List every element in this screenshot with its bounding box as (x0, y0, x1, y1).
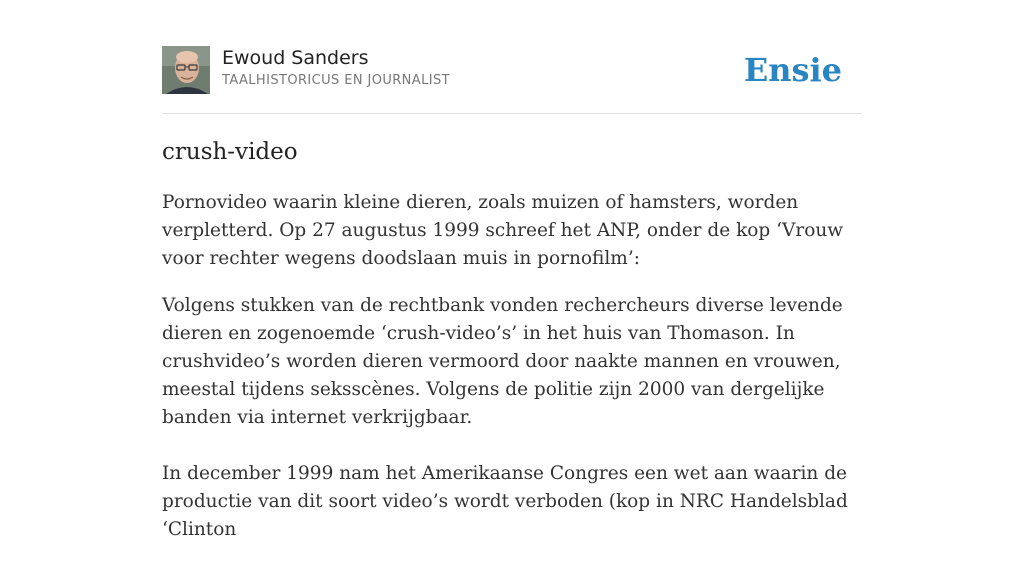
article-body (162, 189, 864, 563)
intro-paragraph: Pornovideo waarin kleine dieren, zoals muizen of hamsters, worden verpletterd. Op 27 augustus 1999 schreef het ANP, onder de kop ‘Vrouw voor rechter wegens doodslaan muis in pornofilm’: (162, 192, 844, 269)
author-role: TAALHISTORICUS EN JOURNALIST (222, 73, 450, 88)
brand-logo[interactable]: Ensie (743, 51, 842, 89)
author-avatar[interactable] (162, 46, 210, 94)
header-divider (162, 113, 862, 114)
quote-paragraph: Volgens stukken van de rechtbank vonden rechercheurs diverse levende dieren en zogenoemde ‘crush-video’s’ in het huis van Thomason. In crushvideo’s worden dieren vermoord door naakte mannen en vrouwen, meestal tijdens seksscènes. Volgens de politie zijn 2000 van dergelijke banden via internet verkrijgbaar. (162, 295, 843, 428)
page-title: crush-video (162, 139, 298, 165)
body-paragraph: In december 1999 nam het Amerikaanse Congres een wet aan waarin de productie van dit soort video’s wordt verboden (kop in NRC Handelsblad ‘Clinton (162, 463, 848, 540)
author-name[interactable]: Ewoud Sanders (222, 47, 369, 69)
quote-block (162, 292, 864, 432)
author-avatar-image (162, 46, 210, 94)
author-header (162, 46, 862, 96)
